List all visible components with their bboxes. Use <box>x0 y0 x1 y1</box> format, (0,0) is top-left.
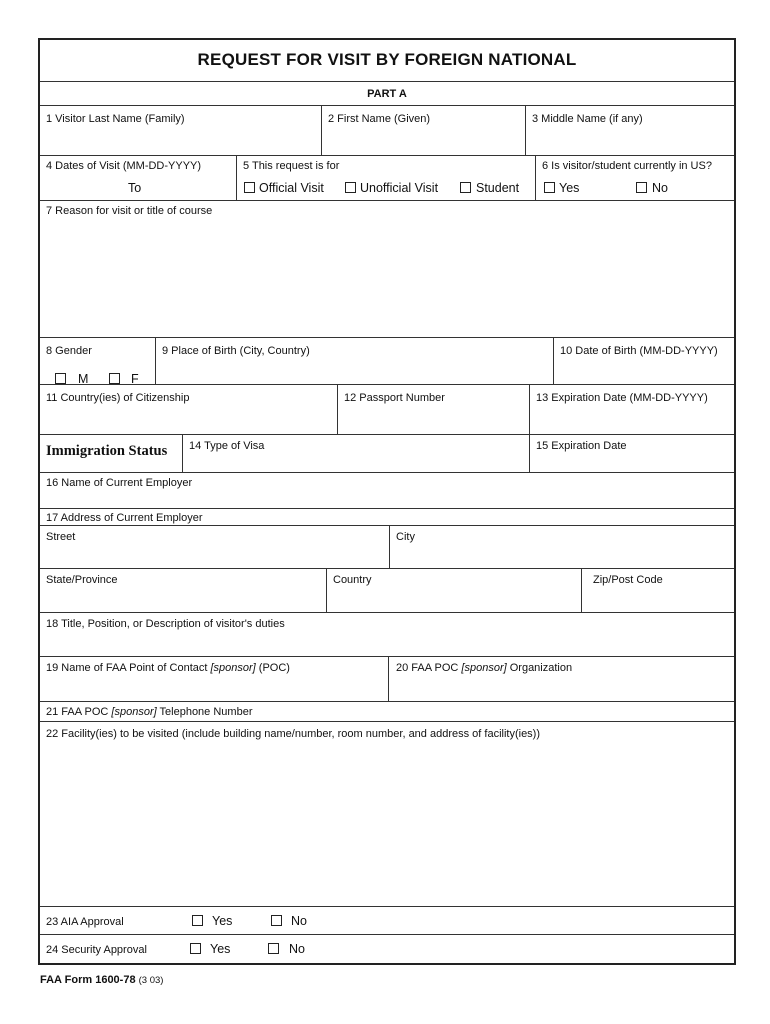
duties-field[interactable] <box>40 632 734 655</box>
divider <box>236 155 237 200</box>
zip-field[interactable] <box>582 588 734 611</box>
divider <box>40 200 734 201</box>
divider <box>40 721 734 722</box>
gender-f-label: F <box>131 372 139 386</box>
divider <box>40 906 734 907</box>
country-field[interactable] <box>327 588 580 611</box>
divider <box>40 656 734 657</box>
divider <box>40 525 734 526</box>
divider <box>40 434 734 435</box>
student-label: Student <box>476 181 520 195</box>
visit-request-form <box>38 38 736 965</box>
divider <box>40 384 734 385</box>
divider <box>40 472 734 473</box>
gender-m-checkbox[interactable] <box>55 373 66 384</box>
visa-expiration-field[interactable] <box>530 454 734 472</box>
poc-name-label: 19 Name of FAA Point of Contact [sponsor] (POC) <box>46 662 290 674</box>
security-yes-checkbox[interactable] <box>190 943 201 954</box>
reason-field[interactable] <box>40 220 734 335</box>
visa-expiration-label: 15 Expiration Date <box>536 440 627 452</box>
in-us-yes-checkbox[interactable] <box>544 182 555 193</box>
middle-name-label: 3 Middle Name (if any) <box>532 113 643 125</box>
dates-to-label: To <box>128 181 142 195</box>
citizenship-label: 11 Country(ies) of Citizenship <box>46 392 190 404</box>
street-field[interactable] <box>40 545 388 567</box>
country-label: Country <box>333 574 372 586</box>
in-us-no-label: No <box>652 181 668 195</box>
in-us-label: 6 Is visitor/student currently in US? <box>542 160 712 172</box>
visa-type-label: 14 Type of Visa <box>189 440 265 452</box>
unofficial-visit-label: Unofficial Visit <box>360 181 439 195</box>
passport-number-label: 12 Passport Number <box>344 392 445 404</box>
poc-phone-field[interactable] <box>250 702 734 720</box>
gender-label: 8 Gender <box>46 345 92 357</box>
official-visit-label: Official Visit <box>259 181 324 195</box>
street-label: Street <box>46 531 76 543</box>
form-number: FAA Form 1600-78 <box>40 974 136 986</box>
employer-name-field[interactable] <box>40 491 734 508</box>
aia-yes-label: Yes <box>212 914 233 928</box>
middle-name-field[interactable] <box>526 106 734 153</box>
duties-label: 18 Title, Position, or Description of visitor's duties <box>46 618 285 630</box>
security-yes-label: Yes <box>210 942 231 956</box>
divider <box>40 508 734 509</box>
aia-no-checkbox[interactable] <box>271 915 282 926</box>
security-no-label: No <box>289 942 305 956</box>
dates-of-visit-label: 4 Dates of Visit (MM-DD-YYYY) <box>46 160 202 172</box>
aia-no-label: No <box>291 914 307 928</box>
first-name-field[interactable] <box>322 106 525 153</box>
divider <box>40 81 734 82</box>
divider <box>40 568 734 569</box>
city-label: City <box>396 531 415 543</box>
form-footer <box>40 974 163 986</box>
birth-place-label: 9 Place of Birth (City, Country) <box>162 345 310 357</box>
unofficial-visit-checkbox[interactable] <box>345 182 356 193</box>
student-checkbox[interactable] <box>460 182 471 193</box>
poc-phone-label: 21 FAA POC [sponsor] Telephone Number <box>46 706 253 718</box>
request-type-label: 5 This request is for <box>243 160 340 172</box>
zip-label: Zip/Post Code <box>593 574 663 586</box>
passport-number-field[interactable] <box>338 407 528 433</box>
form-title: REQUEST FOR VISIT BY FOREIGN NATIONAL <box>197 50 577 69</box>
security-approval-label: 24 Security Approval <box>46 944 147 956</box>
passport-expiration-label: 13 Expiration Date (MM-DD-YYYY) <box>536 392 708 404</box>
gender-m-label: M <box>78 372 89 386</box>
last-name-field[interactable] <box>40 106 320 153</box>
facilities-field[interactable] <box>40 744 734 906</box>
employer-address-label: 17 Address of Current Employer <box>46 512 203 524</box>
state-field[interactable] <box>40 588 325 611</box>
divider <box>40 934 734 935</box>
aia-yes-checkbox[interactable] <box>192 915 203 926</box>
poc-organization-field[interactable] <box>389 676 734 700</box>
citizenship-field[interactable] <box>40 407 336 433</box>
in-us-no-checkbox[interactable] <box>636 182 647 193</box>
passport-expiration-field[interactable] <box>530 407 734 433</box>
gender-f-checkbox[interactable] <box>109 373 120 384</box>
divider <box>535 155 536 200</box>
birth-date-field[interactable] <box>554 360 734 384</box>
employer-name-label: 16 Name of Current Employer <box>46 477 193 489</box>
first-name-label: 2 First Name (Given) <box>328 113 431 125</box>
birth-place-field[interactable] <box>156 360 553 384</box>
facilities-label: 22 Facility(ies) to be visited (include building name/number, room number, and address of facility(ies)) <box>46 728 541 740</box>
in-us-yes-label: Yes <box>559 181 580 195</box>
immigration-status-heading: Immigration Status <box>46 443 168 459</box>
last-name-label: 1 Visitor Last Name (Family) <box>46 113 185 125</box>
visa-type-field[interactable] <box>183 454 528 472</box>
divider <box>40 337 734 338</box>
city-field[interactable] <box>390 545 734 567</box>
aia-approval-label: 23 AIA Approval <box>46 916 124 928</box>
security-no-checkbox[interactable] <box>268 943 279 954</box>
official-visit-checkbox[interactable] <box>244 182 255 193</box>
form-revision: (3 03) <box>138 975 164 986</box>
part-heading: PART A <box>367 88 407 100</box>
reason-label: 7 Reason for visit or title of course <box>46 205 213 217</box>
poc-organization-label: 20 FAA POC [sponsor] Organization <box>396 662 573 674</box>
divider <box>40 155 734 156</box>
divider <box>40 612 734 613</box>
birth-date-label: 10 Date of Birth (MM-DD-YYYY) <box>560 345 718 357</box>
poc-name-field[interactable] <box>40 676 387 700</box>
state-label: State/Province <box>46 574 118 586</box>
